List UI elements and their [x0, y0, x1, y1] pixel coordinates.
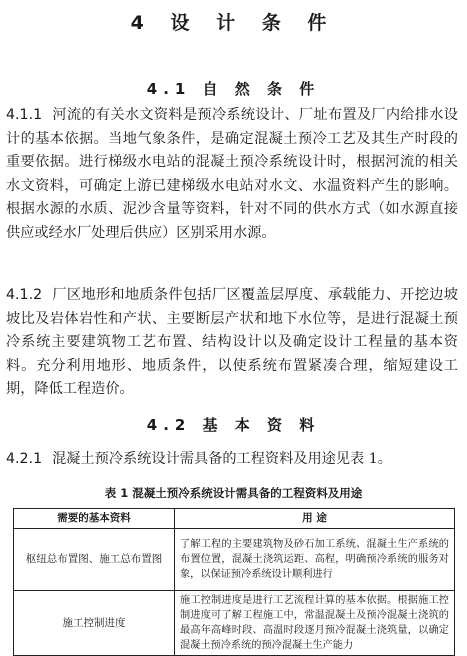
clause-text: 混凝土预冷系统设计需具备的工程资料及用途见表 1。	[52, 451, 392, 467]
clause-number: 4.2.1	[6, 451, 43, 467]
clause-number: 4.1.1	[6, 107, 43, 123]
clause-text: 厂区地形和地质条件包括厂区覆盖层厚度、承载能力、开挖边坡坡比及岩体岩性和产状、主要断层产状和地下水位等，是进行混凝土预冷系统主要建筑物工艺布置、结构设计以及确定设计工程量的基本资料。充分利用地形、地质条件，以使系统布置紧凑合理，缩短建设工期，降低工程造价。	[6, 287, 458, 398]
clause-number: 4.1.2	[6, 287, 43, 303]
clause-4-1-2	[6, 284, 458, 402]
chapter-title: 4 设 计 条 件	[130, 12, 337, 34]
header-basic-data: 需要的基本资料	[14, 509, 175, 529]
table-caption: 表 1 混凝土预冷系统设计需具备的工程资料及用途	[104, 486, 363, 500]
row-use: 了解工程的主要建筑物及砂石加工系统、混凝土生产系统的布置位置，混凝土浇筑运距、高程，明确预冷系统的服务对象，以保证预冷系统设计顺利进行	[175, 529, 455, 591]
row-item: 枢纽总布置图、施工总布置图	[14, 529, 175, 591]
table-header-row	[14, 509, 455, 529]
row-item: 施工控制进度	[14, 591, 175, 656]
table-row	[14, 529, 455, 591]
table-row	[14, 591, 455, 656]
section-title-4-1: 4.1 自 然 条 件	[146, 80, 321, 98]
row-use: 施工控制进度是进行工艺流程计算的基本依据。根据施工控制进度可了解工程施工中，常温混凝土及预冷混凝土浇筑的最高年高峰时段、高温时段逐月预冷混凝土浇筑量，以确定混凝土预冷系统的预冷混凝土生产能力	[175, 591, 455, 656]
header-use: 用 途	[175, 509, 455, 529]
clause-4-2-1	[6, 448, 458, 472]
clause-4-1-1	[6, 104, 458, 246]
requirements-table	[13, 508, 455, 656]
section-title-4-2: 4.2 基 本 资 料	[146, 416, 321, 434]
clause-text: 河流的有关水文资料是预冷系统设计、厂址布置及厂内给排水设计的基本依据。当地气象条件，是确定混凝土预冷工艺及其生产时段的重要依据。进行梯级水电站的混凝土预冷系统设计时，根据河流的相关水文资料，可确定上游已建梯级水电站对水文、水温资料产生的影响。根据水源的水质、泥沙含量等资料，针对不同的供水方式（如水源直接供应或经水厂处理后供应）区别采用水源。	[6, 107, 458, 241]
